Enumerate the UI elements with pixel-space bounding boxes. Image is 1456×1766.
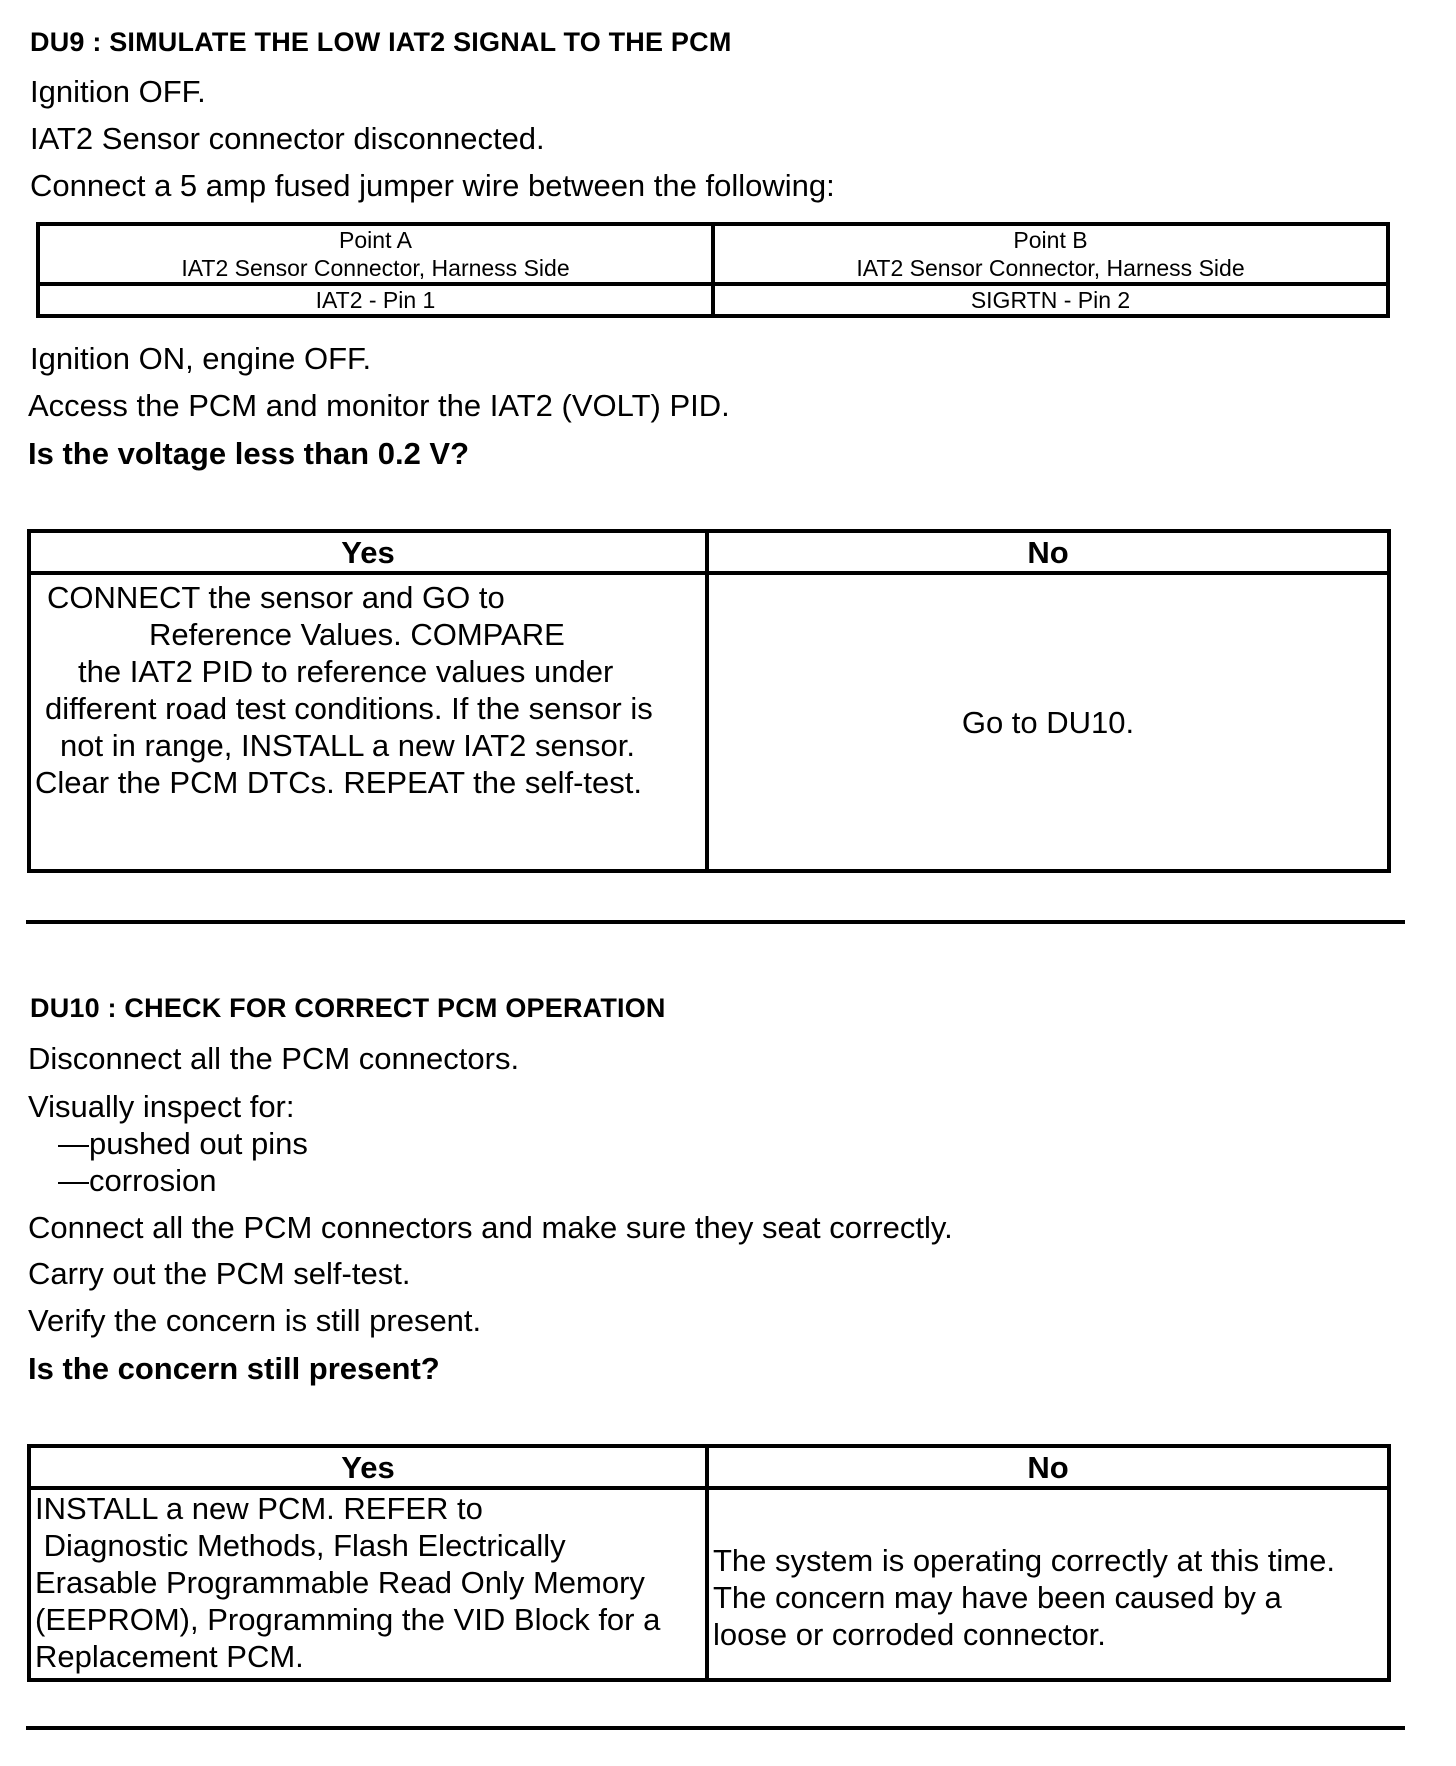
jumper-table-header-row <box>38 224 1388 284</box>
du9-step-2: IAT2 Sensor connector disconnected. <box>30 121 545 156</box>
du9-heading: DU9 : SIMULATE THE LOW IAT2 SIGNAL TO THE PCM <box>30 27 732 57</box>
du10-yes-line-5: Replacement PCM. <box>35 1639 304 1674</box>
du10-step-5: Verify the concern is still present. <box>28 1303 482 1338</box>
du9-step-4: Ignition ON, engine OFF. <box>30 341 372 376</box>
du9-no-header: No <box>707 531 1389 573</box>
bottom-divider <box>26 1726 1405 1730</box>
du9-yes-cell <box>29 573 707 871</box>
point-b-subtitle: IAT2 Sensor Connector, Harness Side <box>856 255 1245 281</box>
du10-no-line-1: The system is operating correctly at this time. <box>713 1543 1335 1578</box>
du10-step-1: Disconnect all the PCM connectors. <box>28 1041 520 1076</box>
du10-no-line-3: loose or corroded connector. <box>713 1617 1106 1652</box>
du10-result-row <box>29 1488 1389 1680</box>
du10-step-4: Carry out the PCM self-test. <box>28 1256 411 1291</box>
du10-yes-line-2: Diagnostic Methods, Flash Electrically <box>35 1528 566 1563</box>
du10-bullet-2: —corrosion <box>58 1163 217 1198</box>
du10-no-line-2: The concern may have been caused by a <box>713 1580 1282 1615</box>
du9-no-cell: Go to DU10. <box>707 573 1389 871</box>
point-b-header <box>713 224 1388 284</box>
du10-bullet-1: —pushed out pins <box>58 1126 308 1161</box>
du9-result-table <box>27 529 1391 873</box>
du10-yes-line-4: (EEPROM), Programming the VID Block for a <box>35 1602 661 1637</box>
du9-yes-line-4: different road test conditions. If the sensor is <box>45 691 653 726</box>
du9-yes-header: Yes <box>29 531 707 573</box>
du10-yes-header: Yes <box>29 1446 707 1488</box>
point-a-title: Point A <box>339 227 412 253</box>
du9-step-1: Ignition OFF. <box>30 74 206 109</box>
du10-result-header-row <box>29 1446 1389 1488</box>
section-divider <box>26 920 1405 924</box>
du9-yes-line-5: not in range, INSTALL a new IAT2 sensor. <box>60 728 635 763</box>
du10-yes-line-3: Erasable Programmable Read Only Memory <box>35 1565 645 1600</box>
du10-step-3: Connect all the PCM connectors and make sure they seat correctly. <box>28 1210 953 1245</box>
du10-question: Is the concern still present? <box>28 1351 440 1386</box>
du10-no-header: No <box>707 1446 1389 1488</box>
du10-no-cell <box>707 1488 1389 1680</box>
du10-yes-line-1: INSTALL a new PCM. REFER to <box>35 1491 483 1526</box>
du10-step-2: Visually inspect for: <box>28 1089 295 1124</box>
point-b-value: SIGRTN - Pin 2 <box>713 284 1388 316</box>
du9-result-header-row <box>29 531 1389 573</box>
jumper-table <box>36 222 1390 318</box>
point-a-header <box>38 224 713 284</box>
jumper-table-row <box>38 284 1388 316</box>
du10-yes-cell <box>29 1488 707 1680</box>
du10-result-table <box>27 1444 1391 1682</box>
point-a-subtitle: IAT2 Sensor Connector, Harness Side <box>181 255 570 281</box>
du9-yes-line-2: Reference Values. COMPARE <box>149 617 565 652</box>
du9-step-5: Access the PCM and monitor the IAT2 (VOLT) PID. <box>28 388 730 423</box>
point-b-title: Point B <box>1013 227 1088 253</box>
du9-result-row <box>29 573 1389 871</box>
du9-step-3: Connect a 5 amp fused jumper wire between the following: <box>30 168 835 203</box>
du9-question: Is the voltage less than 0.2 V? <box>28 436 470 471</box>
point-a-value: IAT2 - Pin 1 <box>38 284 713 316</box>
du9-yes-line-1: CONNECT the sensor and GO to <box>47 580 505 615</box>
du10-heading: DU10 : CHECK FOR CORRECT PCM OPERATION <box>30 993 666 1023</box>
du9-yes-line-6: Clear the PCM DTCs. REPEAT the self-test. <box>35 765 642 800</box>
du9-yes-line-3: the IAT2 PID to reference values under <box>78 654 614 689</box>
